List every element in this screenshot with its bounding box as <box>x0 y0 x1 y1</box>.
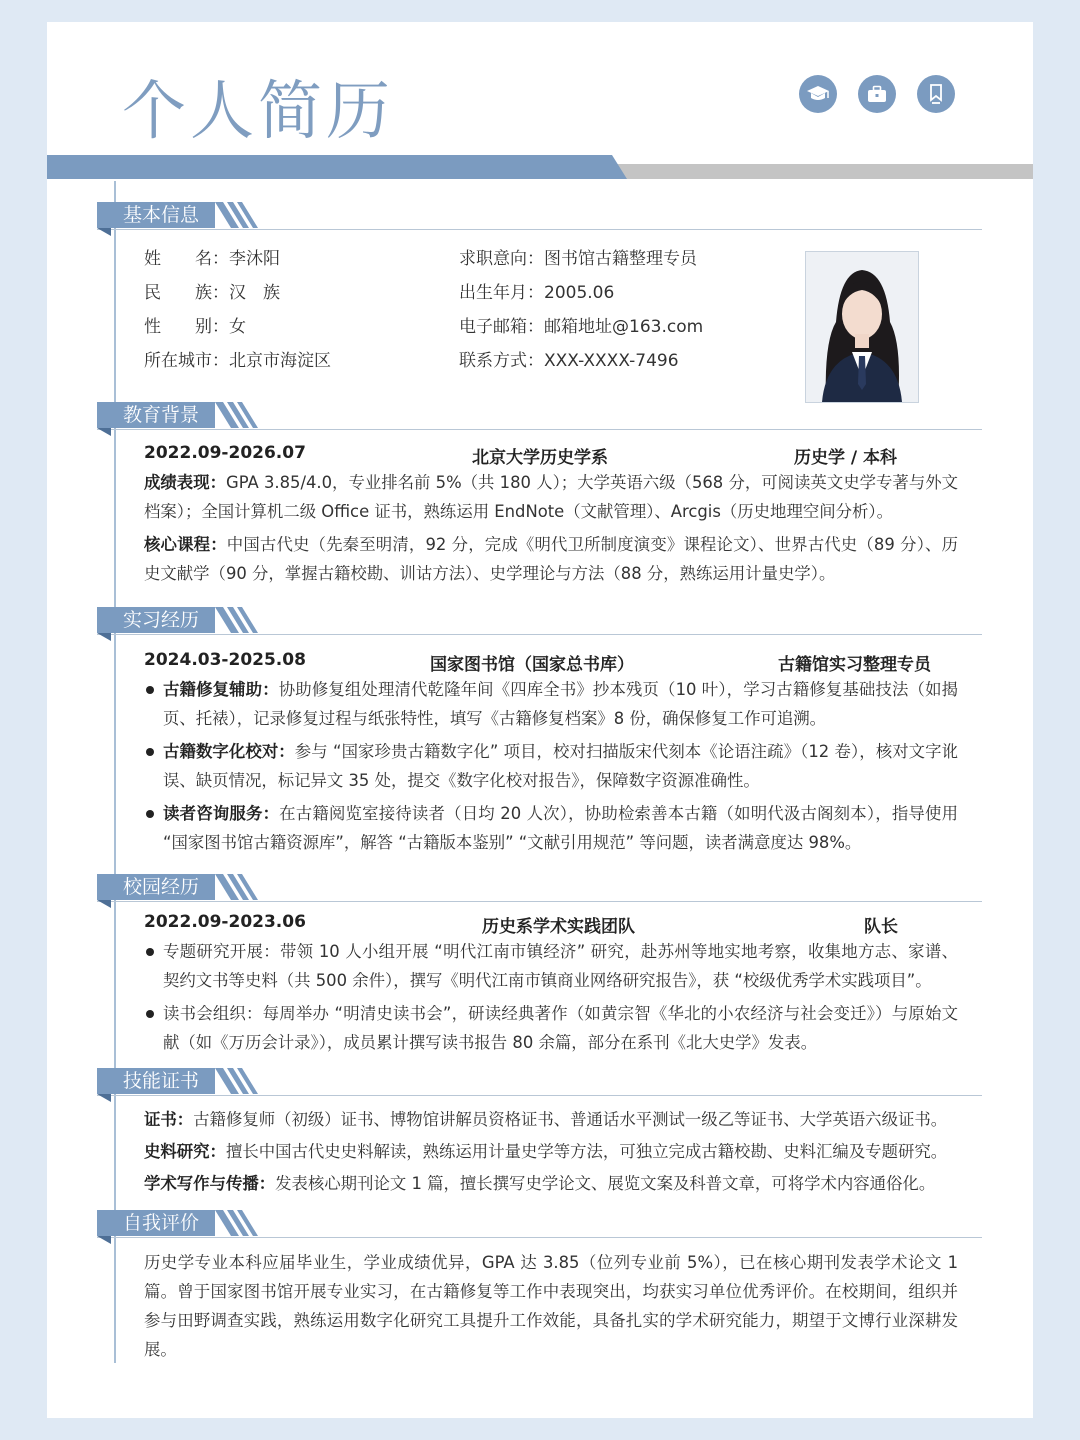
campus-period: 2022.09-2023.06 <box>144 912 306 932</box>
skill-item: 学术写作与传播：发表核心期刊论文 1 篇，擅长撰写史学论文、展览文案及科普文章，可将学术内容通俗化。 <box>144 1174 936 1193</box>
section-title: 自我评价 <box>97 1210 215 1236</box>
internship-period: 2024.03-2025.08 <box>144 650 306 670</box>
briefcase-icon <box>858 75 896 113</box>
skill-item: 史料研究：擅长中国古代史史料解读，熟练运用计量史学等方法，可独立完成古籍校勘、史料汇编及专题研究。 <box>144 1142 948 1161</box>
stripe-decoration <box>215 1068 261 1094</box>
name-value: 李沐阳 <box>229 249 280 269</box>
section-title: 教育背景 <box>97 402 215 428</box>
bookmark-icon <box>917 75 955 113</box>
section-header-campus <box>97 874 982 904</box>
internship-org: 国家图书馆（国家总书库） <box>430 655 634 675</box>
education-period: 2022.09-2026.07 <box>144 443 306 463</box>
gender-value: 女 <box>229 317 246 337</box>
section-title: 技能证书 <box>97 1068 215 1094</box>
education-courses: 核心课程：中国古代史（先秦至明清，92 分，完成《明代卫所制度演变》课程论文）、世界古代史（89 分）、历史文献学（90 分，掌握古籍校勘、训诂方法）、史学理论与方法（88 分，熟练运用计量史学）。 <box>144 535 959 583</box>
info-gender: 性 别：女 <box>144 317 246 337</box>
section-header-internship <box>97 607 982 637</box>
section-title: 实习经历 <box>97 607 215 633</box>
info-ethnicity: 民 族：汉 族 <box>144 283 280 303</box>
stripe-decoration <box>215 874 261 900</box>
internship-role: 古籍馆实习整理专员 <box>778 655 931 675</box>
timeline-line <box>114 181 116 1363</box>
internship-item: 读者咨询服务：在古籍阅览室接待读者（日均 20 人次），协助检索善本古籍（如明代汲古阁刻本），指导使用 “国家图书馆古籍资源库”，解答 “古籍版本鉴别” “文献引用规范” 等问题，读者满意度达 98%。 <box>144 799 958 857</box>
campus-item: 专题研究开展：带领 10 人小组开展 “明代江南市镇经济” 研究，赴苏州等地实地考察，收集地方志、家谱、契约文书等史料（共 500 余件），撰写《明代江南市镇商业网络研究报告》，获 “校级优秀学术实践项目”。 <box>144 937 958 995</box>
graduation-cap-icon <box>799 75 837 113</box>
stripe-decoration <box>215 1210 261 1236</box>
section-title: 基本信息 <box>97 202 215 228</box>
resume-page <box>47 22 1033 1418</box>
city-value: 北京市海淀区 <box>229 351 331 371</box>
info-birth: 出生年月：2005.06 <box>459 283 615 303</box>
info-city: 所在城市：北京市海淀区 <box>144 351 331 371</box>
campus-role: 队长 <box>864 917 898 937</box>
stripe-decoration <box>215 402 261 428</box>
header-icons <box>799 75 955 113</box>
education-degree: 历史学 / 本科 <box>794 448 898 468</box>
info-phone: 联系方式：XXX-XXXX-7496 <box>459 351 679 371</box>
campus-item: 读书会组织：每周举办 “明清史读书会”，研读经典著作（如黄宗智《华北的小农经济与社会变迁》）与原始文献（如《万历会计录》），成员累计撰写读书报告 80 余篇，部分在系刊《北大史学》发表。 <box>144 999 958 1057</box>
self-evaluation-text: 历史学专业本科应届毕业生，学业成绩优异，GPA 达 3.85（位列专业前 5%），已在核心期刊发表学术论文 1 篇。曾于国家图书馆开展专业实习，在古籍修复等工作中表现突出，均获实习单位优秀评价。在校期间，组织并参与田野调查实践，熟练运用数字化研究工具提升工作效能，具备扎实的学术研究能力，期望于文博行业深耕发展。 <box>144 1253 958 1359</box>
education-school: 北京大学历史学系 <box>472 448 608 468</box>
header-band <box>47 155 1033 181</box>
section-header-basic <box>97 202 982 232</box>
info-name: 姓 名：李沐阳 <box>144 249 280 269</box>
ethnicity-value: 汉 族 <box>229 283 280 303</box>
internship-item: 古籍修复辅助：协助修复组处理清代乾隆年间《四库全书》抄本残页（10 叶），学习古籍修复基础技法（如揭页、托裱），记录修复过程与纸张特性，填写《古籍修复档案》8 份，确保修复工作可追溯。 <box>144 675 958 733</box>
birth-value: 2005.06 <box>544 283 615 303</box>
email-value: 邮箱地址@163.com <box>544 317 704 337</box>
section-header-education <box>97 402 982 432</box>
info-email: 电子邮箱：邮箱地址@163.com <box>459 317 704 337</box>
phone-value: XXX-XXXX-7496 <box>544 351 679 371</box>
section-header-self-eval <box>97 1210 982 1240</box>
intent-value: 图书馆古籍整理专员 <box>544 249 697 269</box>
info-intent: 求职意向：图书馆古籍整理专员 <box>459 249 697 269</box>
stripe-decoration <box>215 202 261 228</box>
section-title: 校园经历 <box>97 874 215 900</box>
education-grades: 成绩表现：GPA 3.85/4.0，专业排名前 5%（共 180 人）；大学英语六级（568 分，可阅读英文史学专著与外文档案）；全国计算机二级 Office 证书，熟练运用 EndNote（文献管理）、Arcgis（历史地理空间分析）。 <box>144 473 959 521</box>
stripe-decoration <box>215 607 261 633</box>
internship-item: 古籍数字化校对：参与 “国家珍贵古籍数字化” 项目，校对扫描版宋代刻本《论语注疏》（12 卷），核对文字讹误、缺页情况，标记异文 35 处，提交《数字化校对报告》，保障数字资源准确性。 <box>144 737 958 795</box>
resume-title: 个人简历 <box>122 75 394 149</box>
skill-item: 证书：古籍修复师（初级）证书、博物馆讲解员资格证书、普通话水平测试一级乙等证书、大学英语六级证书。 <box>144 1110 948 1129</box>
section-header-skills <box>97 1068 982 1098</box>
campus-org: 历史系学术实践团队 <box>482 917 635 937</box>
profile-photo <box>805 251 919 403</box>
